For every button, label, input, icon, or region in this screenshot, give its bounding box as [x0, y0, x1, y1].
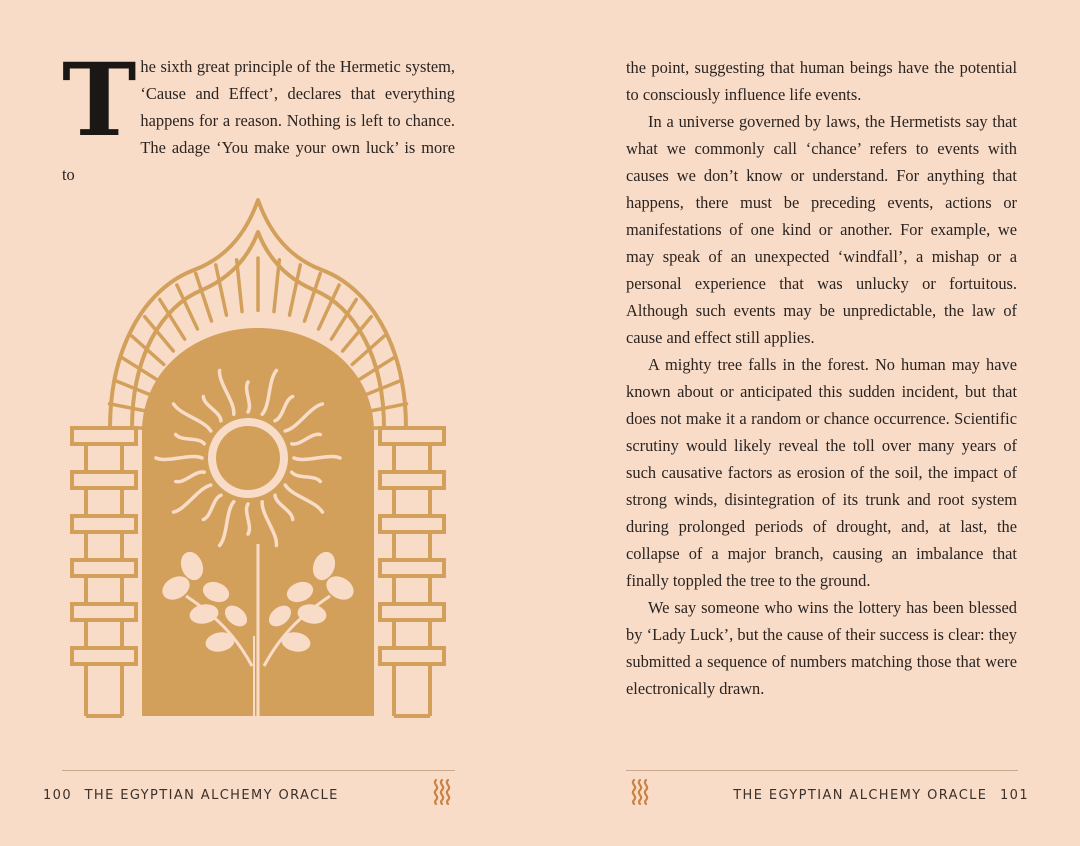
wave-ornament-icon: [628, 778, 650, 806]
footer-rule: [62, 770, 455, 771]
drop-cap: T: [62, 41, 135, 159]
footer-rule: [626, 770, 1018, 771]
running-title: THE EGYPTIAN ALCHEMY ORACLE: [84, 788, 339, 803]
page-number: 100: [43, 788, 73, 803]
right-page: [540, 0, 1080, 846]
right-folio: [733, 788, 1036, 803]
paragraph: A mighty tree falls in the forest. No human may have known about or anticipated this sudden incident, but that does not make it a random or chance occurrence. Scientific scrutiny would likely reveal the toll over many years of such causative factors as erosion of the soil, the impact of strong winds, disintegration of its trunk and root system during prolonged periods of drought, and, at last, the collapse of a major branch, causing an imbalance that finally toppled the tree to the ground.: [626, 355, 1017, 590]
paragraph: the point, suggesting that human beings have the potential to consciously influence life events.: [626, 58, 1017, 104]
intro-text: he sixth great principle of the Hermetic system, ‘Cause and Effect’, declares that everything happens for a reason. Nothing is left to chance. The adage ‘You make your own luck’ is more to: [62, 57, 455, 184]
paragraph: In a universe governed by laws, the Hermetists say that what we commonly call ‘chance’ refers to events with causes we don’t know or understand. For anything that happens, there must be preceding events, actions or manifestations of one kind or another. For example, we may speak of an unexpected ‘windfall’, a mishap or a personal experience that was unlucky or fortuitous. Although such events may be unpredictable, the law of cause and effect still applies.: [626, 112, 1017, 347]
paragraph: We say someone who wins the lottery has been blessed by ‘Lady Luck’, but the cause of their success is clear: they submitted a sequence of numbers matching those that were electronically drawn.: [626, 598, 1017, 698]
running-title: THE EGYPTIAN ALCHEMY ORACLE: [733, 788, 988, 803]
wave-ornament-icon: [430, 778, 452, 806]
arch-sun-moon-plant-illustration: [66, 196, 450, 722]
left-folio: [36, 788, 339, 803]
page-number: 101: [999, 788, 1029, 803]
intro-paragraph: [62, 41, 455, 188]
body-text: [626, 54, 1017, 702]
